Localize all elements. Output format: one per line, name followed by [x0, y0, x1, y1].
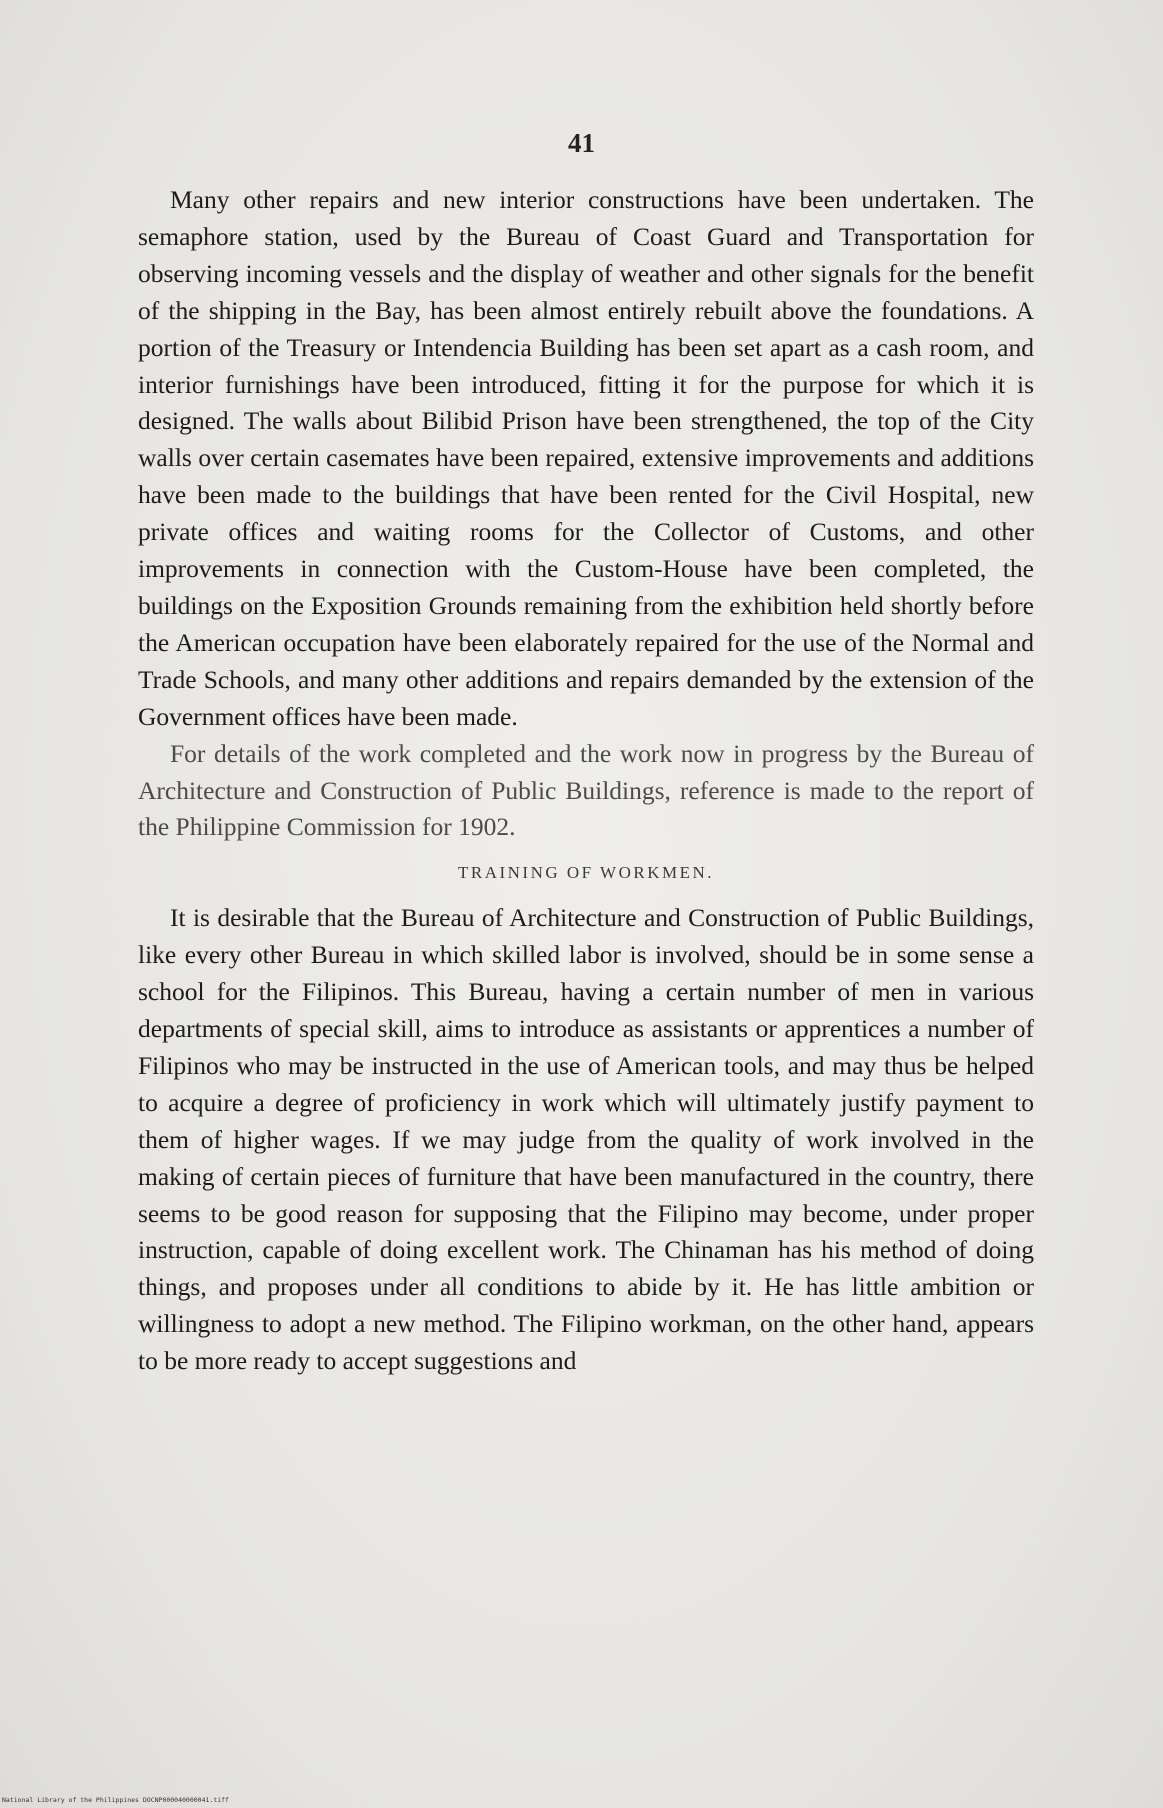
page-number: 41: [568, 128, 595, 158]
section-heading-training: TRAINING OF WORKMEN.: [457, 863, 715, 883]
body-text: [138, 182, 1034, 1380]
paragraph-details: For details of the work completed and the work now in progress by the Bureau of Architecture and Construction of Public Buildings, reference is made to the report of the Philippine Commission for 1902.: [138, 738, 1034, 842]
footer-archive-stamp: National Library of the Philippines DOCNP000040000041.tiff: [2, 1796, 229, 1804]
paragraph-training: It is desirable that the Bureau of Architecture and Construction of Public Buildings, like every other Bureau in which skilled labor is involved, should be in some sense a school for the Filipinos. This Bureau, having a certain number of men in various departments of special skill, aims to introduce as assistants or apprentices a number of Filipinos who may be instructed in the use of American tools, and may thus be helped to acquire a degree of proficiency in work which will ultimately justify payment to them of higher wages. If we may judge from the quality of work involved in the making of certain pieces of furniture that have been manufactured in the country, there seems to be good reason for supposing that the Filipino may become, under proper instruction, capable of doing excellent work. The Chinaman has his method of doing things, and proposes under all conditions to abide by it. He has little ambition or willingness to adopt a new method. The Filipino workman, on the other hand, appears to be more ready to accept suggestions and: [138, 903, 1034, 1376]
paragraph-repairs: Many other repairs and new interior constructions have been undertaken. The semaphore station, used by the Bureau of Coast Guard and Transportation for observing incoming vessels and the display of weather and other signals for the benefit of the shipping in the Bay, has been almost entirely rebuilt above the foundations. A portion of the Treasury or Intendencia Building has been set apart as a cash room, and interior furnishings have been introduced, fitting it for the purpose for which it is designed. The walls about Bilibid Prison have been strengthened, the top of the City walls over certain casemates have been repaired, extensive improvements and additions have been made to the buildings that have been rented for the Civil Hospital, new private offices and waiting rooms for the Collector of Customs, and other improvements in connection with the Custom-House have been completed, the buildings on the Exposition Grounds remaining from the exhibition held shortly before the American occupation have been elaborately repaired for the use of the Normal and Trade Schools, and many other additions and repairs demanded by the extension of the Government offices have been made.: [138, 185, 1034, 731]
